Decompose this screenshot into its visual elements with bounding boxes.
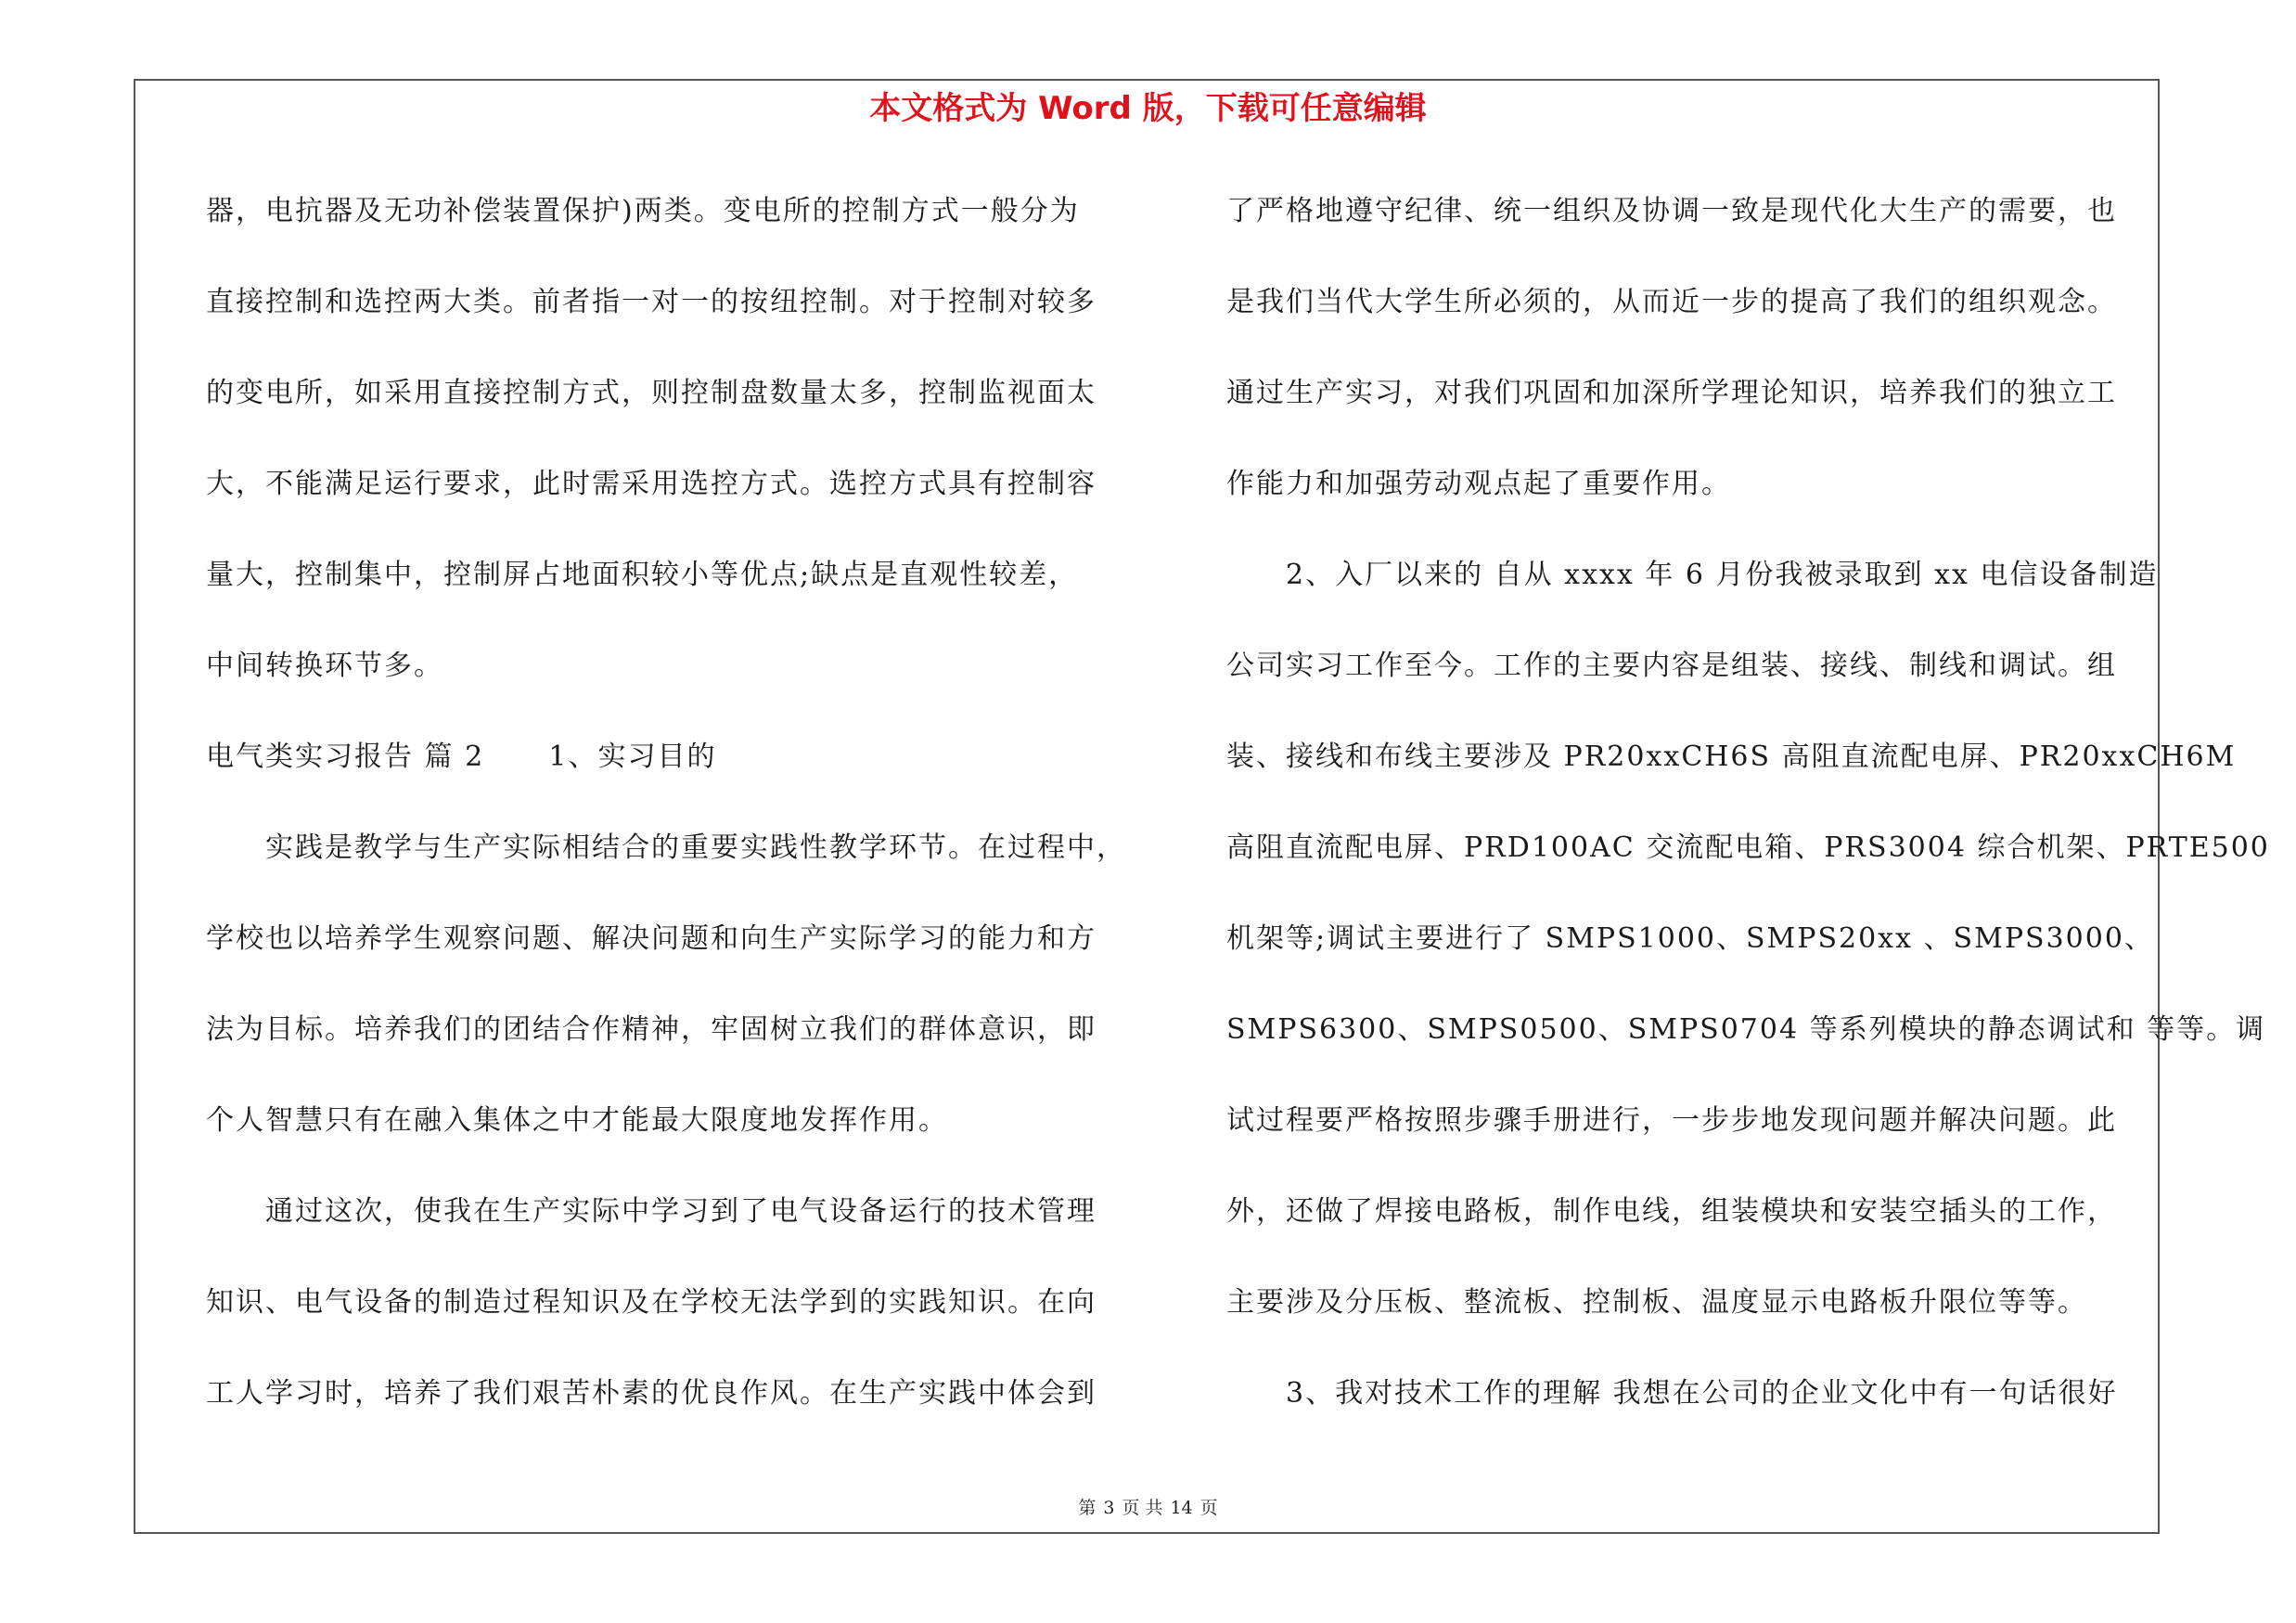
paragraph-line: 试过程要严格按照步骤手册进行，一步步地发现问题并解决问题。此 <box>1226 1104 2117 1137</box>
header-banner: 本文格式为 Word 版，下载可任意编辑 <box>869 90 1427 127</box>
paragraph-line: 通过这次，使我在生产实际中学习到了电气设备运行的技术管理 <box>265 1195 1097 1228</box>
paragraph-line: 器，电抗器及无功补偿装置保护)两类。变电所的控制方式一般分为 <box>206 195 1080 227</box>
paragraph-line: 通过生产实习，对我们巩固和加深所学理论知识，培养我们的独立工 <box>1226 377 2117 409</box>
paragraph-line: 作能力和加强劳动观点起了重要作用。 <box>1226 468 1731 500</box>
paragraph-line: SMPS6300、SMPS0500、SMPS0704 等系列模块的静态调试和 等等。调 <box>1226 1013 2266 1046</box>
paragraph-line: 是我们当代大学生所必须的，从而近一步的提高了我们的组织观念。 <box>1226 286 2117 318</box>
paragraph-line: 装、接线和布线主要涉及 PR20xxCH6S 高阻直流配电屏、PR20xxCH6M <box>1226 741 2237 773</box>
paragraph-line: 实践是教学与生产实际相结合的重要实践性教学环节。在过程中， <box>265 831 1126 864</box>
paragraph-line: 2、入厂以来的 自从 xxxx 年 6 月份我被录取到 xx 电信设备制造 <box>1286 559 2159 591</box>
page-suffix: 页 <box>1199 1498 1218 1518</box>
paragraph-line: 工人学习时，培养了我们艰苦朴素的优良作风。在生产实践中体会到 <box>206 1377 1097 1410</box>
paragraph-line: 中间转换环节多。 <box>206 650 443 682</box>
page-current: 3 <box>1103 1498 1115 1518</box>
page-mid: 页 共 <box>1122 1498 1163 1518</box>
section-heading: 电气类实习报告 篇 2 1、实习目的 <box>206 741 717 773</box>
paragraph-line: 知识、电气设备的制造过程知识及在学校无法学到的实践知识。在向 <box>206 1286 1097 1319</box>
paragraph-line: 主要涉及分压板、整流板、控制板、温度显示电路板升限位等等。 <box>1226 1286 2087 1319</box>
paragraph-line: 法为目标。培养我们的团结合作精神，牢固树立我们的群体意识，即 <box>206 1013 1097 1046</box>
right-column <box>1226 182 2270 1455</box>
page-total: 14 <box>1170 1498 1193 1518</box>
paragraph-line: 量大，控制集中，控制屏占地面积较小等优点;缺点是直观性较差， <box>206 559 1079 591</box>
paragraph-line: 高阻直流配电屏、PRD100AC 交流配电箱、PRS3004 综合机架、PRTE500 <box>1226 831 2270 864</box>
paragraph-line: 个人智慧只有在融入集体之中才能最大限度地发挥作用。 <box>206 1104 948 1137</box>
paragraph-line: 外，还做了焊接电路板，制作电线，组装模块和安装空插头的工作， <box>1226 1195 2117 1228</box>
paragraph-line: 3、我对技术工作的理解 我想在公司的企业文化中有一句话很好 <box>1286 1377 2118 1410</box>
left-column <box>206 182 1124 1455</box>
page-label: 第 <box>1078 1498 1097 1518</box>
paragraph-line: 的变电所，如采用直接控制方式，则控制盘数量太多，控制监视面太 <box>206 377 1097 409</box>
paragraph-line: 大，不能满足运行要求，此时需采用选控方式。选控方式具有控制容 <box>206 468 1097 500</box>
paragraph-line: 了严格地遵守纪律、统一组织及协调一致是现代化大生产的需要，也 <box>1226 195 2117 227</box>
paragraph-line: 学校也以培养学生观察问题、解决问题和向生产实际学习的能力和方 <box>206 922 1097 955</box>
page-footer <box>0 1496 2296 1520</box>
paragraph-line: 直接控制和选控两大类。前者指一对一的按纽控制。对于控制对较多 <box>206 286 1097 318</box>
paragraph-line: 机架等;调试主要进行了 SMPS1000、SMPS20xx 、SMPS3000、 <box>1226 922 2154 955</box>
paragraph-line: 公司实习工作至今。工作的主要内容是组装、接线、制线和调试。组 <box>1226 650 2117 682</box>
